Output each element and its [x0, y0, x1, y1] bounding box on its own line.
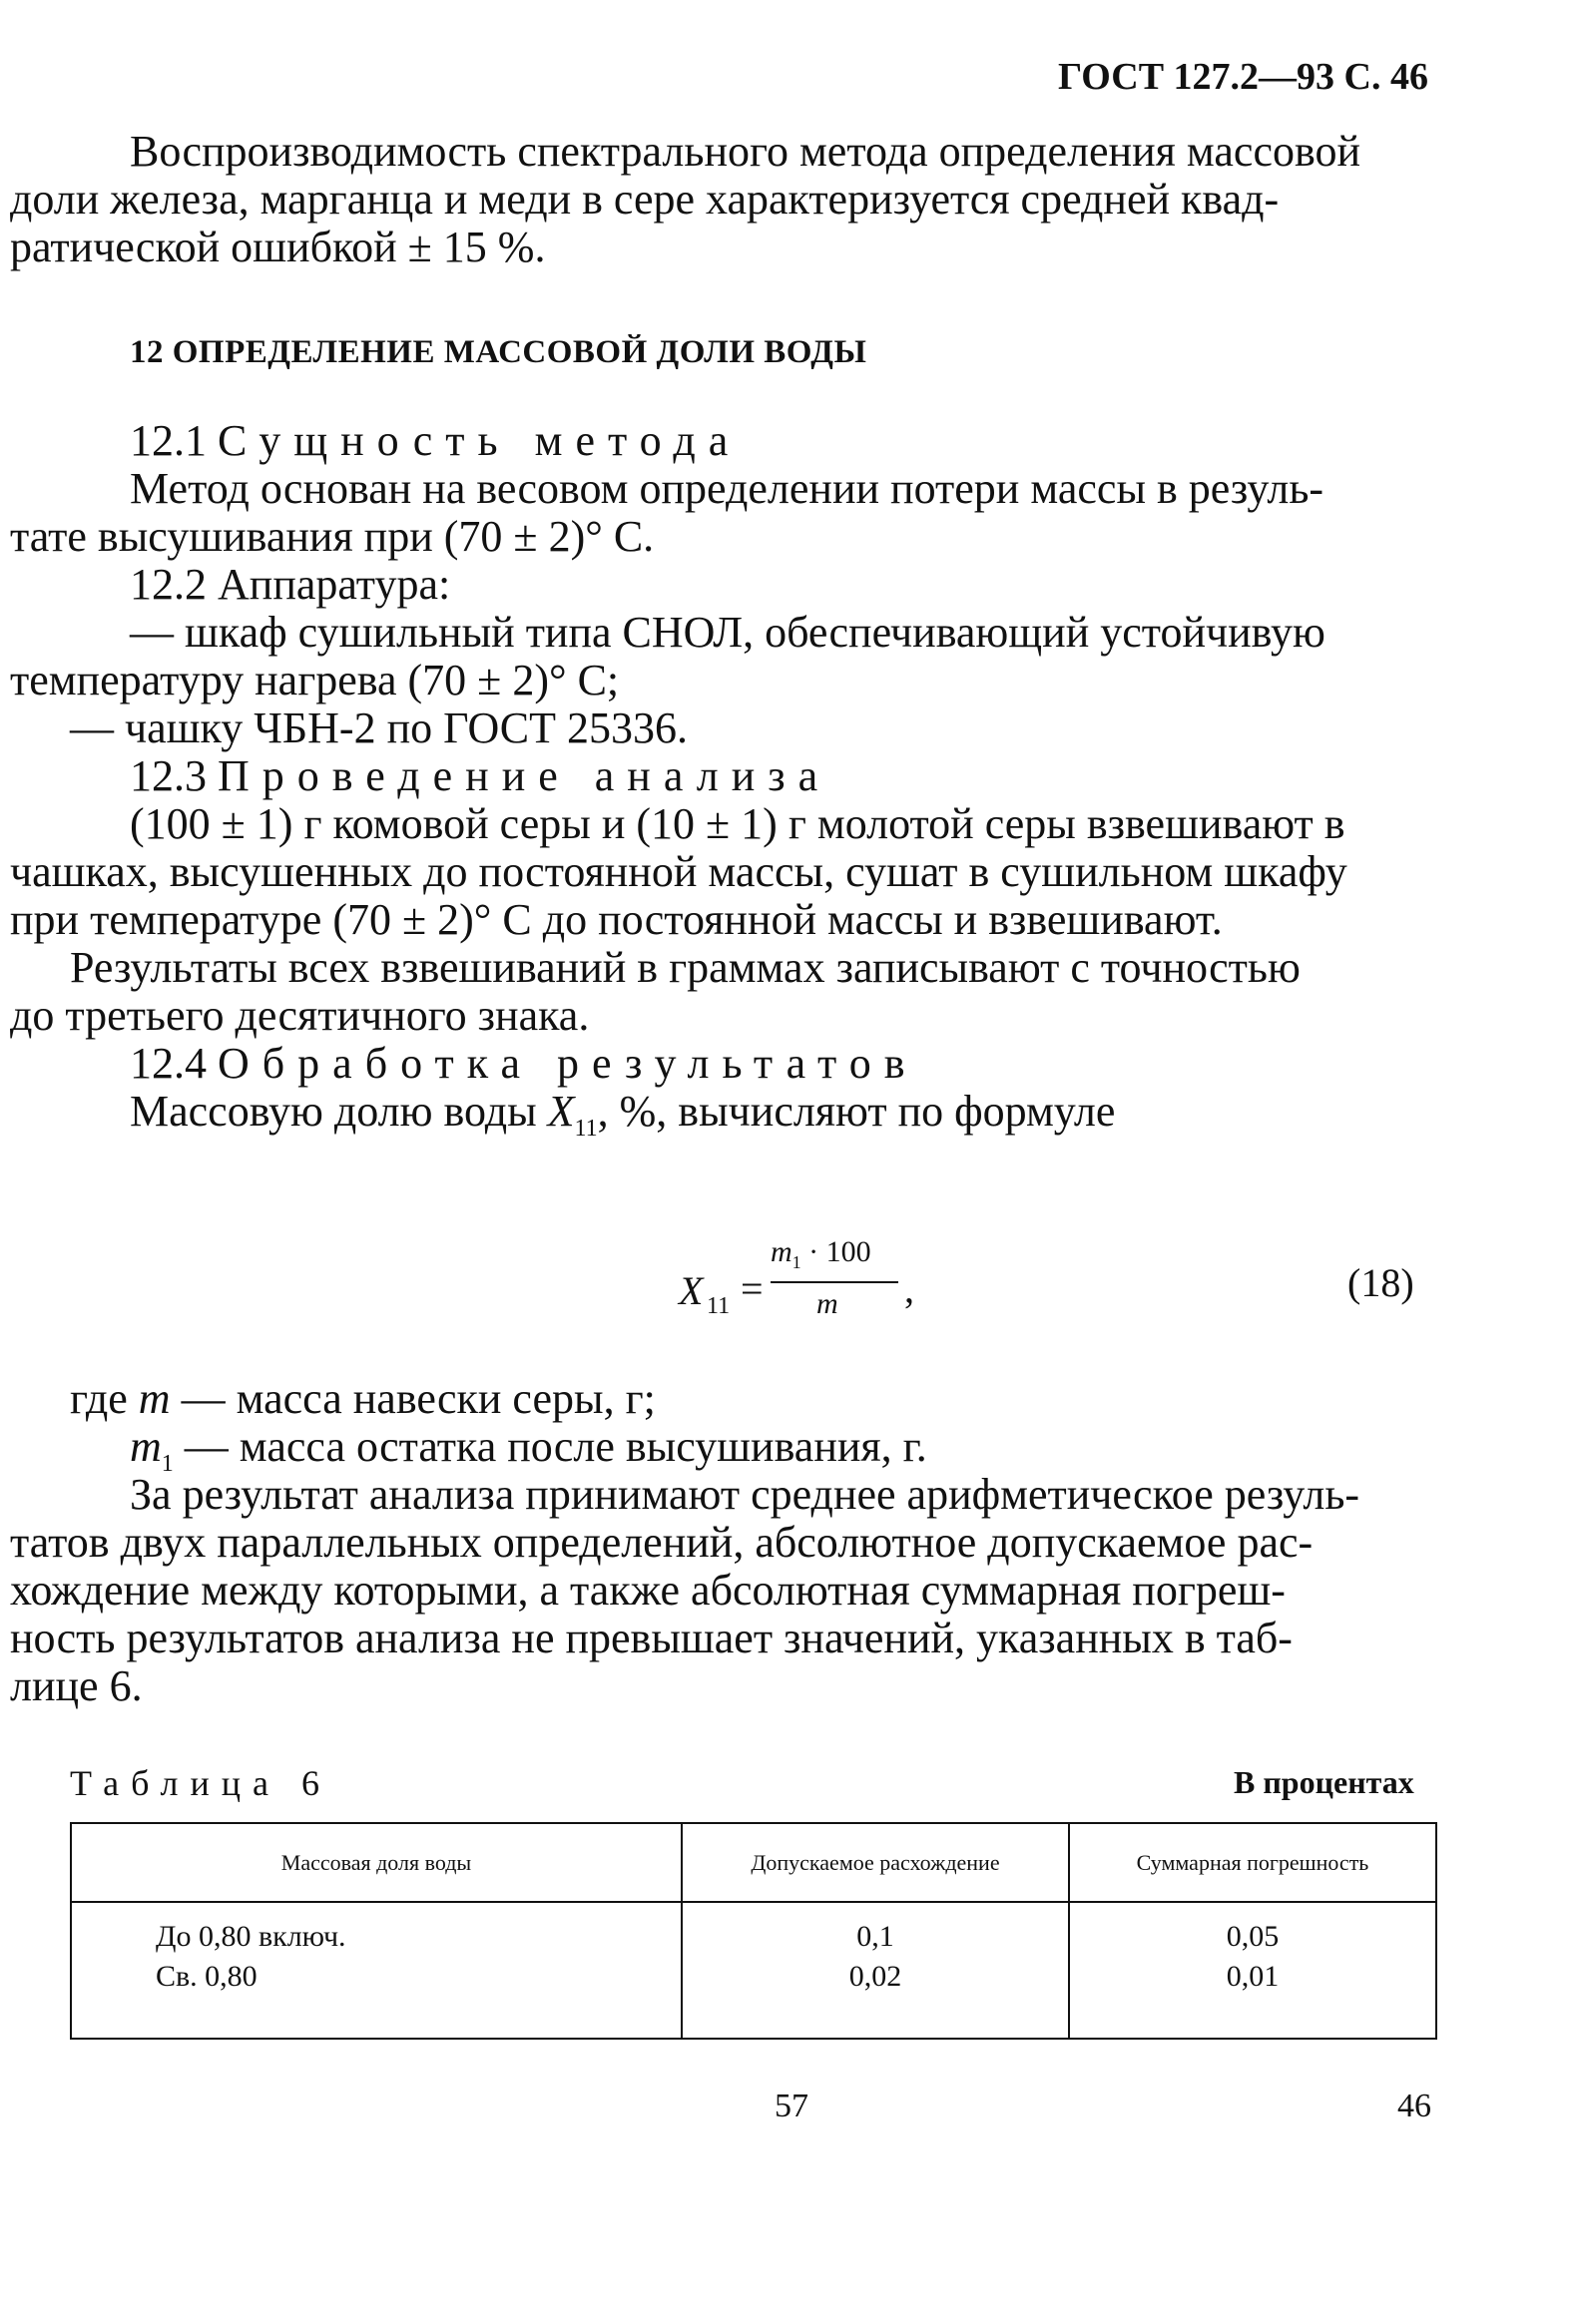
- formula-lhs-sub: 11: [707, 1293, 731, 1319]
- formula-18: [679, 1235, 938, 1345]
- formula-comma: ,: [904, 1266, 914, 1311]
- s12-3-heading: [70, 752, 1437, 800]
- where-2-var: m: [130, 1422, 162, 1471]
- s12-3-num: 12.3: [130, 751, 207, 800]
- s12-1-text: [10, 464, 1437, 561]
- table-6: [70, 1822, 1437, 2040]
- s12-4-title: Обработка результатов: [218, 1039, 918, 1088]
- table-col1-value-2: Св. 0,80: [156, 1960, 258, 1993]
- formula-numerator: [771, 1235, 871, 1273]
- table-units: В процентах: [1234, 1764, 1414, 1800]
- s12-3-line-4: Результаты всех взвешиваний в граммах записывают с точностью: [70, 943, 1301, 992]
- table-col3-value-2: 0,01: [1226, 1960, 1280, 1993]
- table-header-col3: Суммарная погрешность: [1069, 1823, 1436, 1902]
- intro-line-1: Воспроизводимость спектрального метода определения массовой: [130, 127, 1361, 176]
- s12-2-line-3: — чашку ЧБН-2 по ГОСТ 25336.: [70, 703, 689, 752]
- where-1-text: где: [70, 1374, 139, 1423]
- table-cell-col1: [71, 1902, 682, 2039]
- where-1-desc: — масса навески серы, г;: [170, 1374, 656, 1423]
- s12-4-heading: [70, 1040, 1437, 1088]
- table-col1-value-1: До 0,80 включ.: [156, 1920, 346, 1953]
- s12-2-line-2: температуру нагрева (70 ± 2)° С;: [10, 656, 620, 704]
- conclusion-line-5: лице 6.: [10, 1661, 143, 1710]
- conclusion-line-4: ность результатов анализа не превышает значений, указанных в таб-: [10, 1614, 1293, 1662]
- formula-num-rest: · 100: [800, 1235, 871, 1268]
- formula-equals: =: [741, 1266, 764, 1311]
- table-row: [71, 1902, 1436, 2039]
- s12-4-text-after: , %, вычисляют по формуле: [597, 1087, 1116, 1136]
- s12-3-title: Проведение анализа: [218, 751, 831, 800]
- conclusion-paragraph: [10, 1470, 1437, 1710]
- s12-4-var: X: [547, 1087, 575, 1136]
- s12-3-line-3: при температуре (70 ± 2)° С до постоянной массы и взвешивают.: [10, 895, 1223, 944]
- s12-4-sub: 11: [574, 1115, 598, 1142]
- s12-3-line-5: до третьего десятичного знака.: [10, 991, 590, 1040]
- formula-number: (18): [1347, 1260, 1414, 1305]
- s12-3-line-1: (100 ± 1) г комовой серы и (10 ± 1) г молотой серы взвешивают в: [130, 799, 1345, 848]
- footer-page-center: 57: [775, 2088, 808, 2124]
- table-caption: Таблица 6: [70, 1763, 331, 1803]
- footer-page-right: 46: [1397, 2088, 1431, 2124]
- s12-4-text: [70, 1088, 1437, 1153]
- conclusion-line-3: хождение между которыми, а также абсолютная суммарная погреш-: [10, 1566, 1286, 1615]
- table-cell-col3: [1069, 1902, 1436, 2039]
- table-col3-value-1: 0,05: [1226, 1920, 1280, 1953]
- page-header: ГОСТ 127.2—93 С. 46: [1058, 56, 1428, 98]
- intro-line-3: ратической ошибкой ± 15 %.: [10, 223, 546, 271]
- formula-num-sub: 1: [791, 1252, 801, 1272]
- where-1-var: m: [138, 1374, 171, 1423]
- intro-paragraph: [10, 127, 1437, 271]
- s12-4-num: 12.4: [130, 1039, 207, 1088]
- s12-2-list: [10, 608, 1437, 752]
- formula-denominator: m: [816, 1287, 838, 1320]
- s12-3-text: [10, 799, 1437, 1040]
- table-col2-value-1: 0,1: [856, 1920, 894, 1953]
- s12-1-heading: [70, 417, 1437, 465]
- table-header-row: [71, 1823, 1436, 1902]
- intro-line-2: доли железа, марганца и меди в сере характеризуется средней квад-: [10, 175, 1280, 224]
- conclusion-line-2: татов двух параллельных определений, абсолютное допускаемое рас-: [10, 1518, 1314, 1567]
- formula-lhs: X: [679, 1268, 704, 1313]
- s12-2-line-1: — шкаф сушильный типа СНОЛ, обеспечивающий устойчивую: [130, 608, 1325, 657]
- s12-4-text-before: Массовую долю воды: [130, 1087, 548, 1136]
- formula-num-var: m: [771, 1235, 792, 1268]
- s12-1-line-1: Метод основан на весовом определении потери массы в резуль-: [130, 464, 1324, 513]
- s12-1-title: Сущность метода: [218, 416, 742, 465]
- where-2-desc: — масса остатка после высушивания, г.: [173, 1422, 927, 1471]
- s12-1-line-2: тате высушивания при (70 ± 2)° С.: [10, 512, 655, 561]
- s12-2-heading: 12.2 Аппаратура:: [130, 560, 451, 609]
- s12-3-line-2: чашках, высушенных до постоянной массы, сушат в сушильном шкафу: [10, 847, 1347, 896]
- s12-1-num: 12.1: [130, 416, 207, 465]
- table-header-col2: Допускаемое расхождение: [682, 1823, 1069, 1902]
- where-2-sub: 1: [161, 1450, 174, 1477]
- conclusion-line-1: За результат анализа принимают среднее арифметическое резуль-: [130, 1470, 1360, 1519]
- table-header-col1: Массовая доля воды: [71, 1823, 682, 1902]
- section-title: 12 ОПРЕДЕЛЕНИЕ МАССОВОЙ ДОЛИ ВОДЫ: [130, 334, 867, 370]
- table-col2-value-2: 0,02: [848, 1960, 902, 1993]
- formula-fraction-bar: [771, 1281, 898, 1283]
- table-cell-col2: [682, 1902, 1069, 2039]
